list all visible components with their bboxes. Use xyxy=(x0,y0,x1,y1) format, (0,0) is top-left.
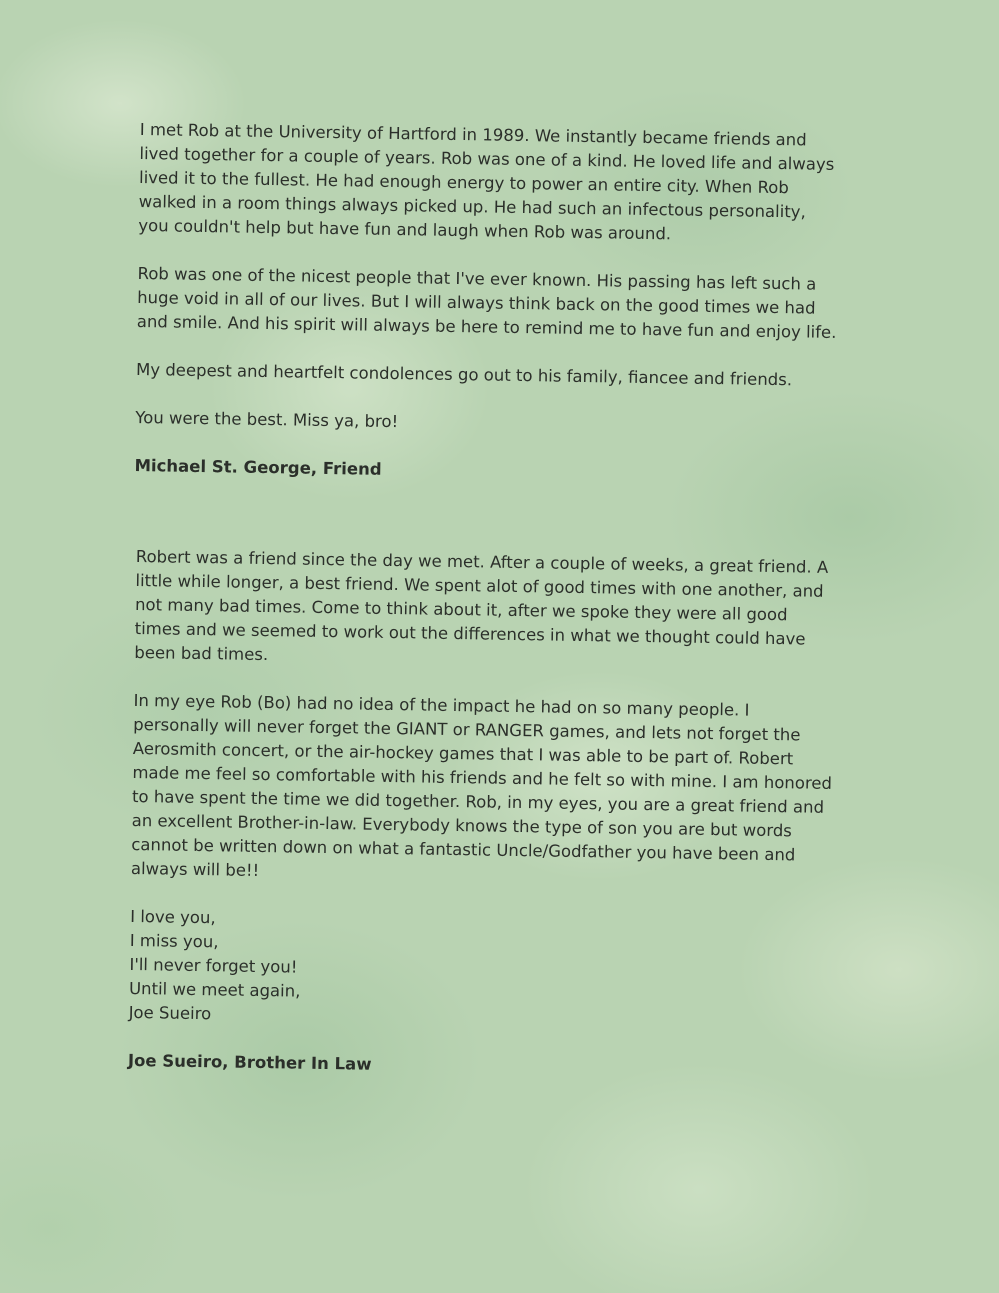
tribute-1-paragraph-4: You were the best. Miss ya, bro! xyxy=(135,407,399,432)
tribute-1-paragraph-1: I met Rob at the University of Hartford in 1989. We instantly became friends and lived together for a couple of years. Rob was one of a kind. He loved life and always lived it to the fullest. He had enough energy to power an entire city. When Rob walked in a room things always picked up. He had such an infectous personality, you couldn't help but have fun and laugh when Rob was around. xyxy=(138,119,835,244)
tribute-1-paragraph-3: My deepest and heartfelt condolences go out to his family, fiancee and friends. xyxy=(135,359,793,390)
tribute-michael-st-george xyxy=(134,118,840,489)
closing-line: I miss you, xyxy=(129,930,219,952)
closing-line: I'll never forget you! xyxy=(129,954,298,977)
tribute-2-signature: Joe Sueiro, Brother In Law xyxy=(127,1050,372,1074)
closing-line: I love you, xyxy=(130,906,216,928)
tribute-1-paragraph-2: Rob was one of the nicest people that I've ever known. His passing has left such a huge void in all of our lives. But I will always think back on the good times we had and smile. And his spirit will always be here to remind me to have fun and enjoy life. xyxy=(136,263,837,342)
tribute-joe-sueiro xyxy=(128,545,836,1084)
tribute-2-paragraph-2: In my eye Rob (Bo) had no idea of the impact he had on so many people. I personally will never forget the GIANT or RANGER games, and lets not forget the Aerosmith concert, or the air-hockey games that I was able to be part of. Robert made me feel so comfortable with his friends and he felt so with mine. I am honored to have spent the time we did together. Rob, in my eyes, you are a great friend and an excellent Brother-in-law. Everybody knows the type of son you are but words cannot be written down on what a fantastic Uncle/Godfather you have been and always will be!! xyxy=(130,690,833,880)
closing-line: Until we meet again, xyxy=(128,978,301,1001)
closing-line: Joe Sueiro xyxy=(128,1002,212,1024)
tribute-2-paragraph-1: Robert was a friend since the day we met. After a couple of weeks, a great friend. A little while longer, a best friend. We spent alot of good times with one another, and not many bad times. Come to think about it, after we spoke they were all good times and we seemed to work out the differences in what we thought could have been bad times. xyxy=(134,546,829,665)
tribute-1-signature: Michael St. George, Friend xyxy=(134,455,382,479)
tribute-2-closing xyxy=(128,905,830,1036)
